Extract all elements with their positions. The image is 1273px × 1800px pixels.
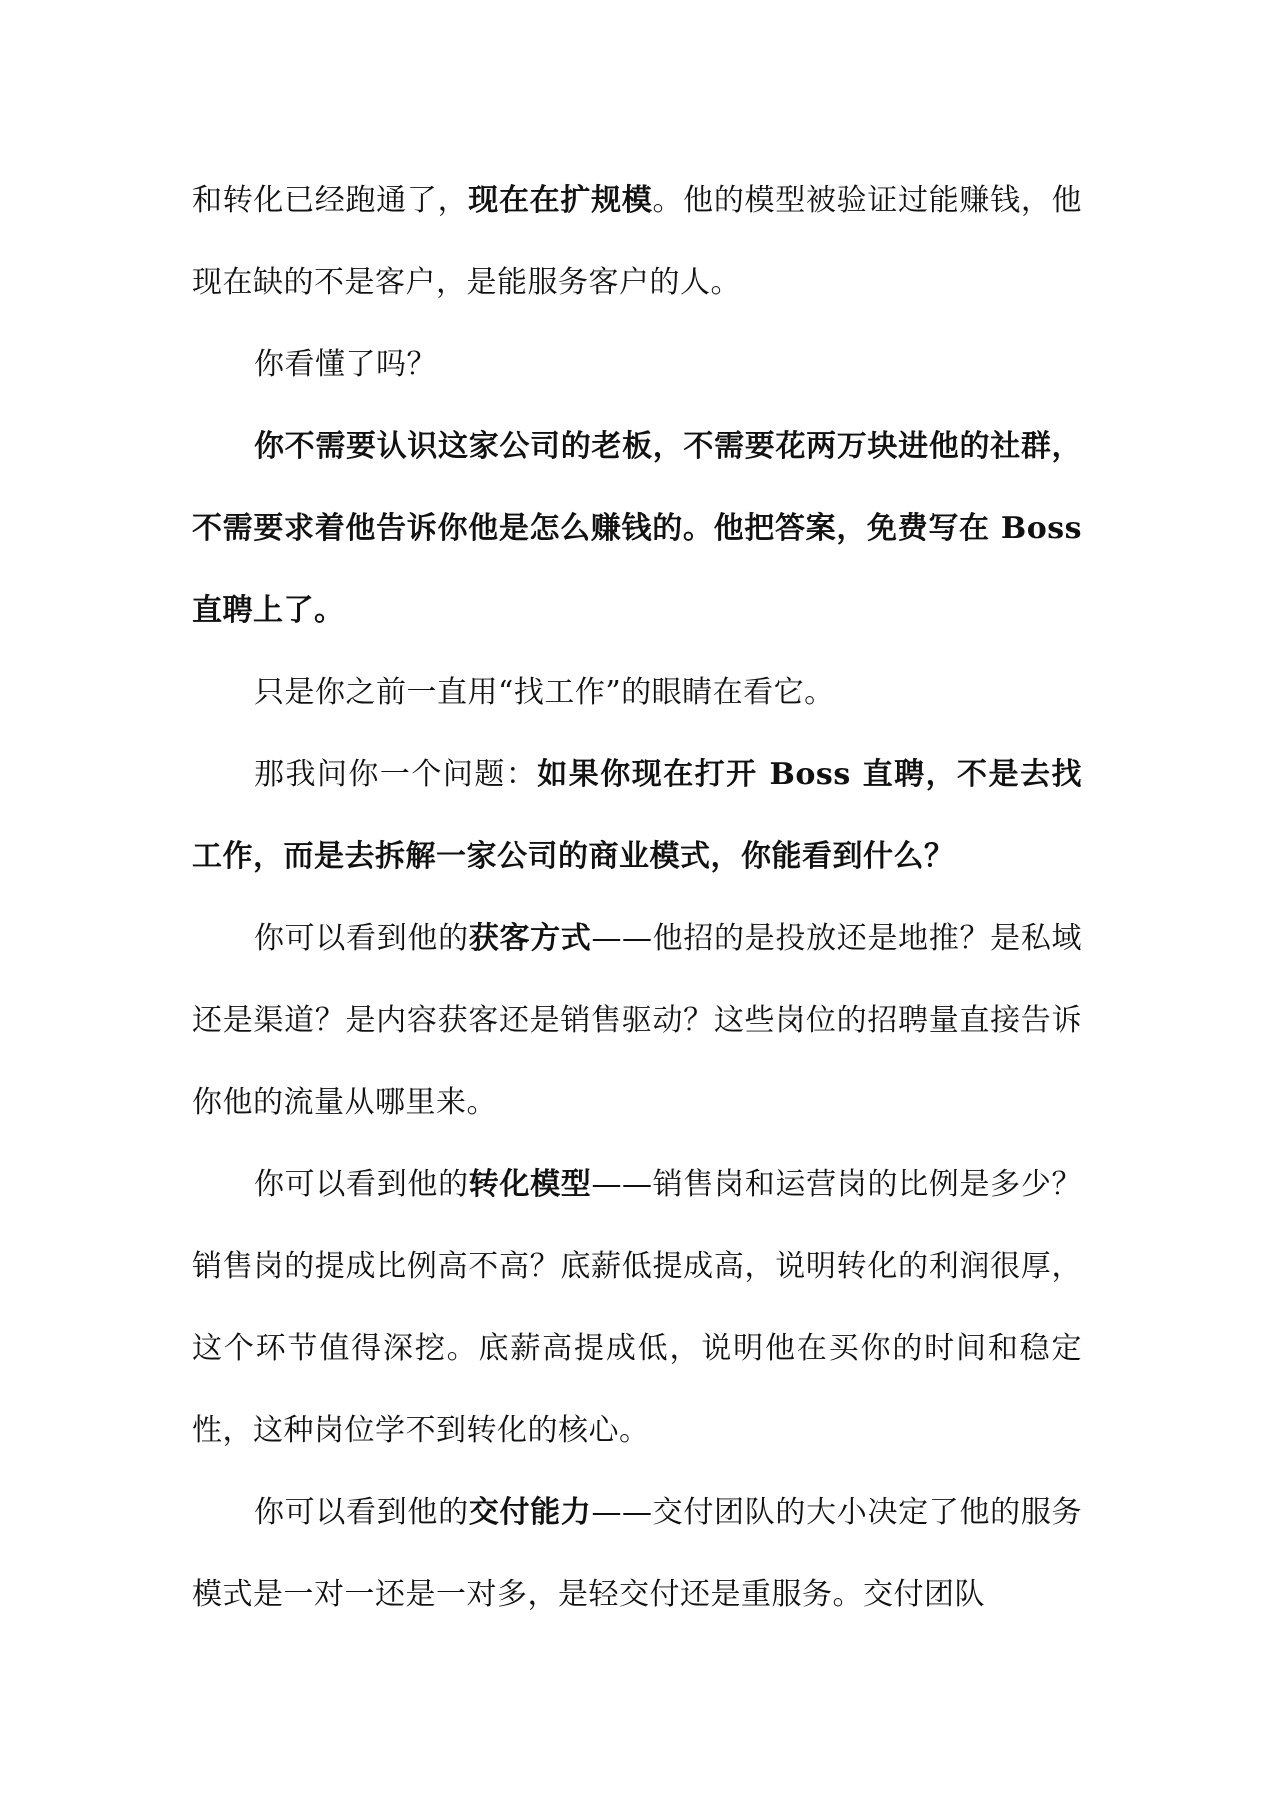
- text-segment: 。他的模型被验证过能赚钱，他现在缺的不是客户，是能服务客户的人。: [192, 183, 1083, 300]
- bold-text-segment: 如果你现在打开 Boss 直聘，不是去找工作，而是去拆解一家公司的商业模式，你能看到什么？: [192, 757, 1082, 874]
- paragraph-4: [192, 652, 1082, 734]
- text-segment: 那我问你一个问题：: [254, 757, 538, 792]
- text-segment: 和转化已经跑通了，: [192, 183, 469, 218]
- text-segment: 你可以看到他的: [254, 921, 469, 956]
- text-segment: 你可以看到他的: [254, 1167, 469, 1202]
- paragraph-6: [192, 898, 1082, 1144]
- bold-text-segment: 现在在扩规模: [468, 183, 653, 218]
- paragraph-3: [192, 406, 1082, 652]
- paragraph-8: [192, 1472, 1082, 1636]
- text-segment: ——销售岗和运营岗的比例是多少？销售岗的提成比例高不高？底薪低提成高，说明转化的利润很厚，这个环节值得深挖。底薪高提成低，说明他在买你的时间和稳定性，这种岗位学不到转化的核心。: [192, 1167, 1083, 1448]
- text-segment: ——他招的是投放还是地推？是私域还是渠道？是内容获客还是销售驱动？这些岗位的招聘量直接告诉你他的流量从哪里来。: [192, 921, 1083, 1120]
- bold-text-segment: 获客方式: [468, 921, 592, 956]
- bold-text-segment: 转化模型: [468, 1167, 592, 1202]
- text-segment: ——交付团队的大小决定了他的服务模式是一对一还是一对多，是轻交付还是重服务。交付团队: [192, 1495, 1083, 1612]
- text-segment: 你可以看到他的: [254, 1495, 469, 1530]
- paragraph-5: [192, 734, 1082, 898]
- document-body: [192, 160, 1082, 1636]
- paragraph-7: [192, 1144, 1082, 1472]
- bold-text-segment: 交付能力: [468, 1495, 592, 1530]
- text-segment: 只是你之前一直用“找工作”的眼睛在看它。: [254, 675, 835, 710]
- text-segment: 你看懂了吗？: [254, 347, 437, 382]
- paragraph-2: [192, 324, 1082, 406]
- paragraph-1: [192, 160, 1082, 324]
- bold-text-segment: 你不需要认识这家公司的老板，不需要花两万块进他的社群，不需要求着他告诉你他是怎么赚钱的。他把答案，免费写在 Boss 直聘上了。: [192, 429, 1082, 628]
